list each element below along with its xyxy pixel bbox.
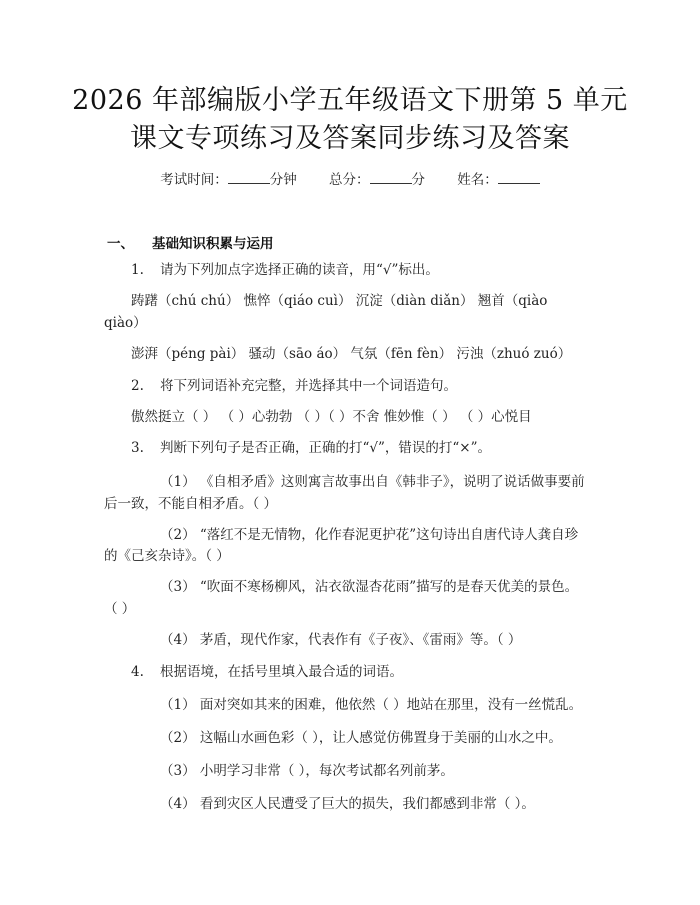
question-3-number: 3. [131,440,144,456]
exam-time-unit: 分钟 [269,172,297,188]
exam-score-unit: 分 [411,172,425,188]
exam-time-field [160,168,297,188]
question-2-words: 傲然挺立（ ） （ ）心勃勃 （ ）（ ）不舍 惟妙惟（ ） （ ）心悦目 [131,409,532,425]
question-4-item4: （4） 看到灾区人民遭受了巨大的损失，我们都感到非常（ ）。 [160,796,535,812]
question-4-item1: （1） 面对突如其来的困难，他依然（ ）地站在那里，没有一丝慌乱。 [160,697,583,713]
question-4-item3: （3） 小明学习非常（ ），每次考试都名列前茅。 [160,763,454,779]
exam-score-field [329,168,425,188]
exam-name-blank[interactable] [498,183,540,184]
question-2-stem: 将下列词语补充完整，并选择其中一个词语造句。 [160,378,457,394]
question-3-item1-line1: （1） 《自相矛盾》这则寓言故事出自《韩非子》，说明了说话做事要前 [160,474,585,490]
question-3-stem: 判断下列句子是否正确，正确的打“√”，错误的打“×”。 [160,440,492,456]
question-2-number: 2. [131,378,144,394]
exam-info-row [0,168,700,188]
question-3-item4: （4） 茅盾，现代作家，代表作有《子夜》、《雷雨》等。（ ） [160,632,522,648]
question-3-item2-line2: 的《己亥杂诗》。（ ） [104,548,230,564]
question-1-number: 1. [131,262,144,278]
exam-score-blank[interactable] [370,183,412,184]
page-title-line2: 课文专项练习及答案同步练习及答案 [130,123,570,154]
question-1-line2: qiào） [104,315,147,331]
question-3-item3-line1: （3） “吹面不寒杨柳风，沾衣欲湿杏花雨”描写的是春天优美的景色。 [160,579,579,595]
question-4-item2: （2） 这幅山水画色彩（ ），让人感觉仿佛置身于美丽的山水之中。 [160,730,562,746]
question-4-stem: 根据语境，在括号里填入最合适的词语。 [160,664,403,680]
question-1-line3: 澎湃（péng pài） 骚动（sāo áo） 气氛（fēn fèn） 污浊（zhuó zuó） [131,346,572,362]
section-heading [107,232,274,252]
question-1-stem: 请为下列加点字选择正确的读音，用“√”标出。 [160,262,439,278]
section-title: 基础知识积累与运用 [152,236,274,252]
question-4-number: 4. [131,664,144,680]
question-1-line1: 踌躇（chú chú） 憔悴（qiáo cuì） 沉淀（diàn diǎn） 翘首（qiào [131,293,548,309]
question-3-item2-line1: （2） “落红不是无情物，化作春泥更护花”这句诗出自唐代诗人龚自珍 [160,527,579,543]
question-3-item1-line2: 后一致，不能自相矛盾。（ ） [104,496,278,512]
exam-time-blank[interactable] [228,183,270,184]
exam-time-label: 考试时间： [160,172,228,188]
page-title-line1: 2026 年部编版小学五年级语文下册第 5 单元 [72,85,628,116]
exam-name-field [457,168,540,188]
question-3-item3-line2: （ ） [104,601,136,617]
section-number: 一、 [107,236,134,252]
exam-name-label: 姓名： [457,172,498,188]
exam-score-label: 总分： [329,172,370,188]
